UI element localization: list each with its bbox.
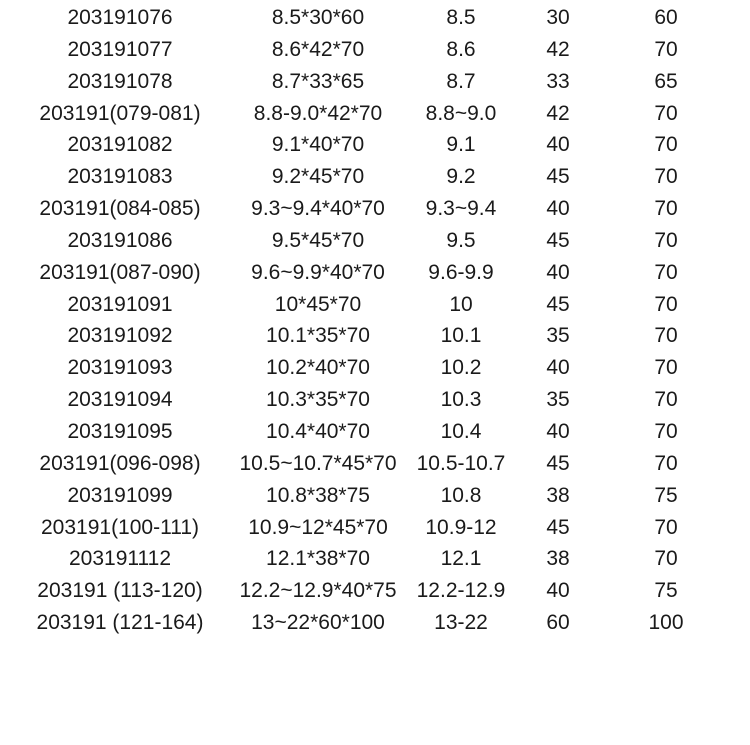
total-length-cell: 75 xyxy=(654,483,678,507)
specification-cell: 9.6~9.9*40*70 xyxy=(251,260,385,284)
diameter-cell: 10.3 xyxy=(440,388,482,412)
product-code-cell: 203191093 xyxy=(67,356,173,380)
product-code-cell: 203191083 xyxy=(67,165,173,189)
specification-cell: 10.2*40*70 xyxy=(266,356,370,380)
specification-cell: 12.2~12.9*40*75 xyxy=(239,579,397,603)
specification-cell: 8.6*42*70 xyxy=(271,37,365,61)
product-code-cell: 203191(079-081) xyxy=(39,101,201,125)
table-row xyxy=(0,225,750,257)
edge-length-cell: 45 xyxy=(546,451,570,475)
edge-length-cell: 45 xyxy=(546,292,570,316)
edge-length-cell: 45 xyxy=(546,515,570,539)
specification-cell: 10.4*40*70 xyxy=(266,419,370,443)
diameter-cell: 9.2 xyxy=(446,165,476,189)
edge-length-cell: 35 xyxy=(546,324,570,348)
diameter-cell: 10.1 xyxy=(440,324,482,348)
specification-cell: 9.3~9.4*40*70 xyxy=(251,197,385,221)
edge-length-cell: 35 xyxy=(546,388,570,412)
total-length-cell: 70 xyxy=(654,356,678,380)
total-length-cell: 70 xyxy=(654,388,678,412)
specification-cell: 8.8-9.0*42*70 xyxy=(253,101,383,125)
specification-cell: 10*45*70 xyxy=(274,292,362,316)
diameter-cell: 10.5-10.7 xyxy=(416,451,506,475)
total-length-cell: 75 xyxy=(654,579,678,603)
table-row xyxy=(0,66,750,98)
specification-cell: 13~22*60*100 xyxy=(251,611,385,635)
edge-length-cell: 38 xyxy=(546,547,570,571)
specification-cell: 10.8*38*75 xyxy=(266,483,370,507)
table-row xyxy=(0,448,750,480)
specification-cell: 8.7*33*65 xyxy=(271,69,365,93)
diameter-cell: 10.2 xyxy=(440,356,482,380)
table-row xyxy=(0,352,750,384)
table-row xyxy=(0,193,750,225)
edge-length-cell: 45 xyxy=(546,165,570,189)
diameter-cell: 8.5 xyxy=(446,6,476,29)
product-code-cell: 203191099 xyxy=(67,483,173,507)
product-code-cell: 203191092 xyxy=(67,324,173,348)
total-length-cell: 70 xyxy=(654,260,678,284)
specification-cell: 9.5*45*70 xyxy=(271,228,365,252)
specification-cell: 12.1*38*70 xyxy=(266,547,370,571)
table-row xyxy=(0,161,750,193)
diameter-cell: 10.9-12 xyxy=(425,515,497,539)
total-length-cell: 70 xyxy=(654,101,678,125)
product-code-cell: 203191091 xyxy=(67,292,173,316)
diameter-cell: 12.2-12.9 xyxy=(416,579,506,603)
table-row xyxy=(0,98,750,130)
diameter-cell: 10 xyxy=(449,292,473,316)
table-row xyxy=(0,607,750,639)
diameter-cell: 10.4 xyxy=(440,419,482,443)
total-length-cell: 65 xyxy=(654,69,678,93)
table-row xyxy=(0,34,750,66)
edge-length-cell: 42 xyxy=(546,37,570,61)
product-code-cell: 203191 (121-164) xyxy=(36,611,204,635)
specification-cell: 10.1*35*70 xyxy=(266,324,370,348)
edge-length-cell: 40 xyxy=(546,197,570,221)
product-code-cell: 203191082 xyxy=(67,133,173,157)
total-length-cell: 70 xyxy=(654,228,678,252)
table-row xyxy=(0,575,750,607)
product-code-cell: 203191(084-085) xyxy=(39,197,201,221)
table-row xyxy=(0,480,750,512)
total-length-cell: 70 xyxy=(654,324,678,348)
diameter-cell: 10.8 xyxy=(440,483,482,507)
edge-length-cell: 40 xyxy=(546,579,570,603)
product-code-cell: 203191076 xyxy=(67,6,173,29)
total-length-cell: 70 xyxy=(654,451,678,475)
total-length-cell: 70 xyxy=(654,37,678,61)
diameter-cell: 9.5 xyxy=(446,228,476,252)
table-row xyxy=(0,384,750,416)
table-row xyxy=(0,289,750,321)
specification-cell: 9.2*45*70 xyxy=(271,165,365,189)
total-length-cell: 70 xyxy=(654,292,678,316)
diameter-cell: 9.1 xyxy=(446,133,476,157)
edge-length-cell: 40 xyxy=(546,356,570,380)
diameter-cell: 9.6-9.9 xyxy=(428,260,494,284)
total-length-cell: 100 xyxy=(648,611,684,635)
table-row xyxy=(0,320,750,352)
total-length-cell: 70 xyxy=(654,197,678,221)
total-length-cell: 70 xyxy=(654,515,678,539)
edge-length-cell: 30 xyxy=(546,6,570,29)
total-length-cell: 70 xyxy=(654,547,678,571)
table-row xyxy=(0,416,750,448)
edge-length-cell: 40 xyxy=(546,260,570,284)
table-row xyxy=(0,129,750,161)
specification-cell: 10.3*35*70 xyxy=(266,388,370,412)
product-code-cell: 203191(100-111) xyxy=(40,515,200,539)
product-code-cell: 203191(096-098) xyxy=(39,451,201,475)
edge-length-cell: 45 xyxy=(546,228,570,252)
total-length-cell: 60 xyxy=(654,6,678,29)
diameter-cell: 9.3~9.4 xyxy=(425,197,497,221)
specification-cell: 9.1*40*70 xyxy=(271,133,365,157)
product-code-cell: 203191095 xyxy=(67,419,173,443)
product-code-cell: 203191078 xyxy=(67,69,173,93)
edge-length-cell: 40 xyxy=(546,419,570,443)
specification-cell: 10.9~12*45*70 xyxy=(248,515,388,539)
product-code-cell: 203191 (113-120) xyxy=(37,579,203,603)
table-row xyxy=(0,2,750,34)
edge-length-cell: 60 xyxy=(546,611,570,635)
edge-length-cell: 33 xyxy=(546,69,570,93)
total-length-cell: 70 xyxy=(654,165,678,189)
table-row xyxy=(0,543,750,575)
edge-length-cell: 40 xyxy=(546,133,570,157)
edge-length-cell: 42 xyxy=(546,101,570,125)
total-length-cell: 70 xyxy=(654,419,678,443)
product-code-cell: 203191094 xyxy=(67,388,173,412)
product-code-cell: 203191086 xyxy=(67,228,173,252)
spec-table xyxy=(0,2,750,639)
table-row xyxy=(0,257,750,289)
specification-cell: 8.5*30*60 xyxy=(271,6,365,29)
total-length-cell: 70 xyxy=(654,133,678,157)
table-row xyxy=(0,512,750,544)
product-code-cell: 203191(087-090) xyxy=(39,260,201,284)
specification-cell: 10.5~10.7*45*70 xyxy=(239,451,397,475)
product-code-cell: 203191077 xyxy=(67,37,173,61)
diameter-cell: 12.1 xyxy=(440,547,482,571)
diameter-cell: 8.8~9.0 xyxy=(425,101,497,125)
product-code-cell: 203191112 xyxy=(69,547,171,571)
diameter-cell: 13-22 xyxy=(434,611,488,635)
diameter-cell: 8.7 xyxy=(446,69,476,93)
edge-length-cell: 38 xyxy=(546,483,570,507)
diameter-cell: 8.6 xyxy=(446,37,476,61)
